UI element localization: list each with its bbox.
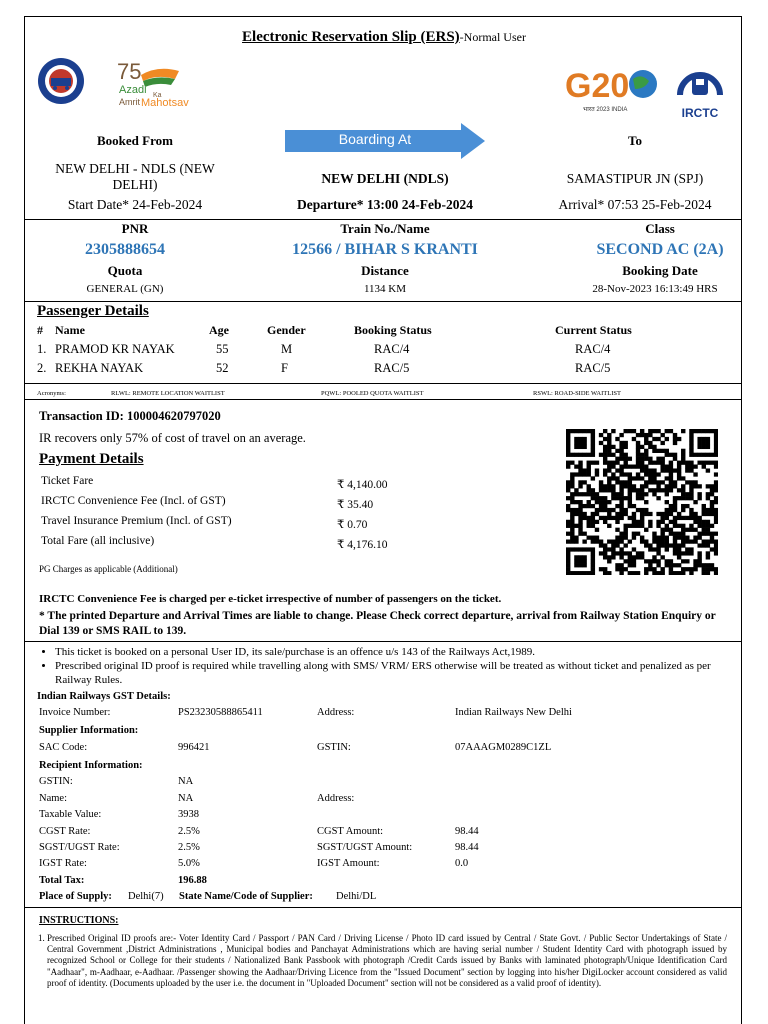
transaction-id: Transaction ID: 100004620797020 bbox=[39, 409, 221, 423]
to-label: To bbox=[628, 133, 642, 148]
ir-cost-note: IR recovers only 57% of cost of travel on an average. bbox=[39, 431, 306, 445]
list-item: 1. Prescribed Original ID proofs are:- Voter Identity Card / Passport / PAN Card / Driving License / Photo ID card issued by Central / State Govt. / Public Sector Undertakings of State / Central Government ,District Administrations , Municipal bodies and Panchayat Administrations which are having serial number / Student Identity Card with photograph issued by recognized School or College for their students / Nationalized Bank Passbook with photograph /Credit Cards issued by Banks with laminated photograph/Unique Identification Card "Aadhaar", m-Aadhaar, e-Aadhaar. /Passenger showing the Aadhaar/Driving Licence from the "Issued Document" section by logging into his/her DigiLocker account considered as valid proof of identity. (Documents uploaded by the user i.e. the document in "Uploaded Document" section will not be considered as a valid proof of identity). bbox=[47, 933, 727, 989]
recipient-gstin-label: GSTIN: bbox=[39, 776, 73, 787]
azadi-text: Azadi bbox=[119, 84, 147, 96]
ers-title-suffix: -Normal User bbox=[459, 30, 526, 44]
gstin-value: 07AAAGM0289C1ZL bbox=[455, 742, 552, 753]
ers-title: Electronic Reservation Slip (ERS) bbox=[242, 29, 460, 45]
quota-value: GENERAL (GN) bbox=[86, 283, 164, 295]
rules-list bbox=[37, 645, 727, 687]
place-of-supply-label: Place of Supply: bbox=[39, 891, 112, 902]
payment-details-title: Payment Details bbox=[39, 451, 144, 467]
gstin-label: GSTIN: bbox=[317, 742, 351, 753]
payment-label-total: Total Fare (all inclusive) bbox=[41, 535, 155, 547]
row-age: 55 bbox=[216, 342, 229, 356]
payment-label-insurance: Travel Insurance Premium (Incl. of GST) bbox=[41, 515, 232, 527]
pnr-label: PNR bbox=[121, 221, 149, 236]
recipient-name-label: Name: bbox=[39, 793, 67, 804]
from-station: NEW DELHI - NDLS (NEW DELHI) bbox=[55, 161, 215, 192]
total-tax-value: 196.88 bbox=[178, 875, 207, 886]
instructions-title: INSTRUCTIONS: bbox=[39, 915, 119, 926]
mahotsav-text: Mahotsav bbox=[141, 97, 189, 109]
col-current-status: Current Status bbox=[555, 323, 632, 337]
booking-date-value: 28-Nov-2023 16:13:49 HRS bbox=[592, 283, 718, 295]
indian-railways-logo bbox=[37, 57, 85, 105]
acronyms-label: Acronyms: bbox=[37, 390, 66, 397]
g20-text: G20 bbox=[565, 67, 630, 105]
sac-label: SAC Code: bbox=[39, 742, 88, 753]
boarding-station: NEW DELHI (NDLS) bbox=[321, 171, 449, 186]
class-label: Class bbox=[645, 221, 675, 236]
row-booking-status: RAC/4 bbox=[374, 342, 410, 356]
igst-amount-value: 0.0 bbox=[455, 858, 469, 869]
passenger-details-title: Passenger Details bbox=[37, 303, 149, 319]
quota-label: Quota bbox=[107, 263, 143, 278]
row-gender: M bbox=[281, 342, 293, 356]
sgst-rate-label: SGST/UGST Rate: bbox=[39, 842, 120, 853]
ers-slip bbox=[24, 16, 742, 1024]
row-name: PRAMOD KR NAYAK bbox=[55, 342, 175, 356]
taxable-label: Taxable Value: bbox=[39, 809, 102, 820]
list-item: • This ticket is booked on a personal User ID, its sale/purchase is an offence u/s 143 of the Railways Act,1989. bbox=[55, 645, 727, 659]
row-gender: F bbox=[281, 361, 288, 375]
payment-label-convenience: IRCTC Convenience Fee (Incl. of GST) bbox=[41, 495, 226, 507]
gst-title: Indian Railways GST Details: bbox=[37, 691, 171, 702]
irctc-text: IRCTC bbox=[681, 106, 719, 120]
boarding-at-label: Boarding At bbox=[338, 131, 412, 147]
booked-from-label: Booked From bbox=[97, 133, 173, 148]
sgst-amount-label: SGST/UGST Amount: bbox=[317, 842, 413, 853]
recipient-title: Recipient Information: bbox=[39, 760, 143, 771]
row-age: 52 bbox=[216, 361, 229, 375]
row-booking-status: RAC/5 bbox=[374, 361, 410, 375]
invoice-value: PS23230588865411 bbox=[178, 707, 263, 718]
azadi-ka-amrit-mahotsav-logo bbox=[113, 57, 213, 109]
distance-value: 1134 KM bbox=[363, 283, 407, 295]
payment-label-ticket-fare: Ticket Fare bbox=[41, 475, 94, 487]
train-value: 12566 / BIHAR S KRANTI bbox=[292, 241, 478, 258]
arrival-time: Arrival* 07:53 25-Feb-2024 bbox=[558, 197, 712, 212]
sgst-amount-value: 98.44 bbox=[455, 842, 479, 853]
cgst-amount-label: CGST Amount: bbox=[317, 826, 384, 837]
sgst-rate-value: 2.5% bbox=[178, 842, 200, 853]
payment-value-insurance: ₹ 0.70 bbox=[337, 519, 368, 531]
qr-code bbox=[566, 429, 718, 575]
supplier-title: Supplier Information: bbox=[39, 725, 139, 736]
acronym-pqwl: PQWL: POOLED QUOTA WAITLIST bbox=[321, 390, 424, 397]
booking-date-label: Booking Date bbox=[622, 263, 698, 278]
col-booking-status: Booking Status bbox=[354, 323, 432, 337]
instructions-list bbox=[25, 933, 727, 989]
col-num: # bbox=[37, 323, 43, 337]
page-title bbox=[25, 29, 743, 46]
recipient-name-value: NA bbox=[178, 793, 194, 804]
boarding-at-arrow bbox=[285, 123, 485, 159]
amrit-text: Amrit bbox=[119, 97, 140, 107]
recipient-address-label: Address: bbox=[317, 793, 355, 804]
cgst-rate-label: CGST Rate: bbox=[39, 826, 91, 837]
g20-logo bbox=[563, 61, 663, 117]
row-current-status: RAC/5 bbox=[575, 361, 611, 375]
pg-charges-note: PG Charges as applicable (Additional) bbox=[39, 564, 178, 574]
invoice-label: Invoice Number: bbox=[39, 707, 111, 718]
payment-value-total: ₹ 4,176.10 bbox=[337, 539, 388, 551]
timing-note: * The printed Departure and Arrival Times are liable to change. Please Check correct departure, arrival from Railway Station Enquiry or Dial 139 or SMS RAIL to 139. bbox=[39, 610, 716, 637]
azadi-ka-text: Ka bbox=[153, 92, 162, 99]
departure-time: Departure* 13:00 24-Feb-2024 bbox=[297, 197, 473, 212]
payment-value-convenience: ₹ 35.40 bbox=[337, 499, 374, 511]
class-value: SECOND AC (2A) bbox=[596, 241, 724, 258]
address-value: Indian Railways New Delhi bbox=[455, 707, 572, 718]
acronym-rlwl: RLWL: REMOTE LOCATION WAITLIST bbox=[111, 390, 225, 397]
irctc-logo bbox=[670, 61, 730, 121]
place-of-supply-value: Delhi(7) bbox=[128, 891, 164, 902]
cgst-amount-value: 98.44 bbox=[455, 826, 479, 837]
col-age: Age bbox=[209, 323, 229, 337]
acronym-rswl: RSWL: ROAD-SIDE WAITLIST bbox=[533, 390, 621, 397]
to-station: SAMASTIPUR JN (SPJ) bbox=[566, 171, 704, 186]
start-date: Start Date* 24-Feb-2024 bbox=[67, 197, 203, 212]
recipient-gstin-value: NA bbox=[178, 776, 194, 787]
igst-amount-label: IGST Amount: bbox=[317, 858, 380, 869]
pnr-value: 2305888654 bbox=[85, 241, 165, 258]
row-num: 1. bbox=[37, 342, 47, 356]
train-label: Train No./Name bbox=[340, 221, 430, 236]
row-name: REKHA NAYAK bbox=[55, 361, 144, 375]
state-value: Delhi/DL bbox=[336, 891, 377, 902]
row-num: 2. bbox=[37, 361, 47, 375]
igst-rate-value: 5.0% bbox=[178, 858, 200, 869]
col-name: Name bbox=[55, 323, 85, 337]
col-gender: Gender bbox=[267, 323, 306, 337]
g20-subtext: भारत 2023 INDIA bbox=[583, 107, 628, 113]
azadi-number: 75 bbox=[117, 59, 142, 84]
taxable-value: 3938 bbox=[178, 809, 199, 820]
total-tax-label: Total Tax: bbox=[39, 875, 85, 886]
cgst-rate-value: 2.5% bbox=[178, 826, 200, 837]
convenience-fee-note: IRCTC Convenience Fee is charged per e-ticket irrespective of number of passengers on the ticket. bbox=[39, 593, 502, 605]
row-current-status: RAC/4 bbox=[575, 342, 611, 356]
igst-rate-label: IGST Rate: bbox=[39, 858, 87, 869]
list-item: • Prescribed original ID proof is required while travelling along with SMS/ VRM/ ERS otherwise will be treated as without ticket and penalized as per Railway Rules. bbox=[55, 659, 727, 687]
sac-value: 996421 bbox=[178, 742, 210, 753]
distance-label: Distance bbox=[361, 263, 409, 278]
address-label: Address: bbox=[317, 707, 355, 718]
payment-value-ticket-fare: ₹ 4,140.00 bbox=[337, 479, 388, 491]
state-label: State Name/Code of Supplier: bbox=[179, 891, 313, 902]
